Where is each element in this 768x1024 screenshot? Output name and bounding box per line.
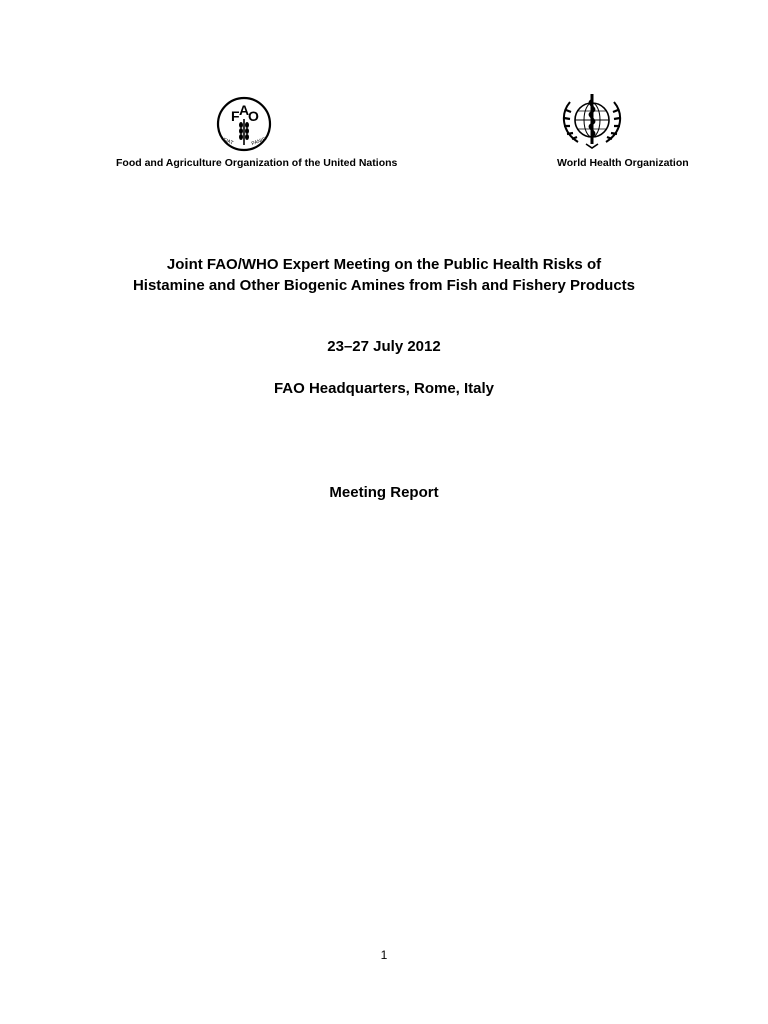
meeting-location: FAO Headquarters, Rome, Italy — [273, 380, 495, 397]
svg-text:FIAT: FIAT — [222, 137, 235, 147]
document-title-line-1: Joint FAO/WHO Expert Meeting on the Public Health Risks of — [166, 256, 602, 273]
document-title-line-2: Histamine and Other Biogenic Amines from Fish and Fishery Products — [132, 277, 636, 294]
fao-logo-letter-o: O — [248, 108, 259, 124]
fao-logo-letter-f: F — [231, 108, 240, 124]
document-title — [0, 254, 768, 296]
page-number: 1 — [380, 948, 388, 962]
meeting-dates: 23–27 July 2012 — [327, 338, 441, 355]
report-type: Meeting Report — [329, 484, 439, 501]
svg-text:PANIS: PANIS — [250, 136, 267, 148]
who-emblem-icon — [556, 88, 628, 150]
fao-logo-letter-a: A — [239, 102, 250, 118]
fao-organization-name: Food and Agriculture Organization of the United Nations — [116, 157, 398, 169]
fao-emblem-icon — [214, 95, 274, 153]
who-organization-name: World Health Organization — [557, 157, 689, 169]
